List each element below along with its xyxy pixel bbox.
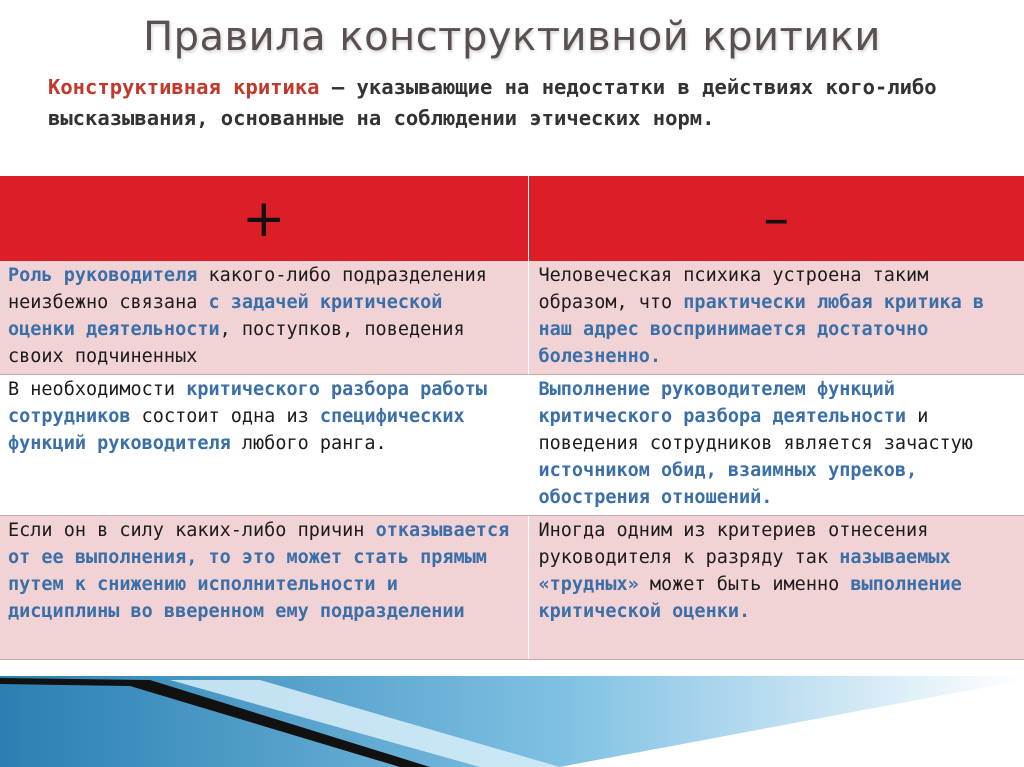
table-header-row xyxy=(0,176,1024,261)
table-row xyxy=(0,516,1024,660)
text-segment: состоит одна из xyxy=(130,406,320,427)
text-segment: Роль руководителя xyxy=(8,265,198,286)
table-row xyxy=(0,261,1024,375)
page-title: Правила конструктивной критики xyxy=(143,14,881,60)
text-segment: отказывается от ее выполнения, то это может стать прямым путем к снижению исполнительности и дисциплины во вверенном ему подразделении xyxy=(8,520,510,622)
text-segment: называемых «трудных» xyxy=(538,547,951,595)
text-segment: выполнение критической оценки. xyxy=(538,574,962,622)
plus-cell xyxy=(0,516,528,660)
text-segment: В необходимости xyxy=(8,379,187,400)
text-segment: критического разбора работы сотрудников xyxy=(8,379,487,427)
plus-column-header xyxy=(0,176,528,261)
minus-cell xyxy=(528,516,1024,660)
text-segment: какого-либо подразделения неизбежно связана xyxy=(8,265,487,313)
text-segment: любого ранга. xyxy=(230,433,387,454)
minus-cell xyxy=(528,261,1024,375)
table-row xyxy=(0,375,1024,516)
plus-cell xyxy=(0,261,528,375)
definition-paragraph xyxy=(48,72,988,134)
text-segment: Выполнение руководителем функций критического разбора деятельности xyxy=(538,379,907,427)
text-segment: Человеческая психика устроена таким образом, что xyxy=(538,265,929,313)
minus-column-header xyxy=(528,176,1024,261)
text-segment: с задачей критической оценки деятельности xyxy=(8,292,443,340)
text-segment: , поступков, поведения своих подчиненных xyxy=(8,319,465,367)
text-segment: специфических функций руководителя xyxy=(8,406,465,454)
slide-footer-decoration xyxy=(0,676,1024,767)
text-segment: Иногда одним из критериев отнесения руководителя к разряду так xyxy=(538,520,929,568)
minus-cell xyxy=(528,375,1024,516)
text-segment: источником обид, взаимных упреков, обострения отношений. xyxy=(538,460,918,508)
plus-sign: + xyxy=(241,188,286,249)
text-segment: Если он в силу каких-либо причин xyxy=(8,520,376,541)
text-segment: и поведения сотрудников является зачастую xyxy=(538,406,973,454)
plus-cell xyxy=(0,375,528,516)
definition-term: Конструктивная критика xyxy=(48,75,320,99)
definition-text: — указывающие на недостатки в действиях кого-либо высказывания, основанные на соблюдении этических норм. xyxy=(48,75,937,130)
text-segment: практически любая критика в наш адрес воспринимается достаточно болезненно. xyxy=(538,292,985,367)
pros-cons-table xyxy=(0,176,1024,660)
text-segment: может быть именно xyxy=(638,574,851,595)
minus-sign: – xyxy=(763,188,790,249)
